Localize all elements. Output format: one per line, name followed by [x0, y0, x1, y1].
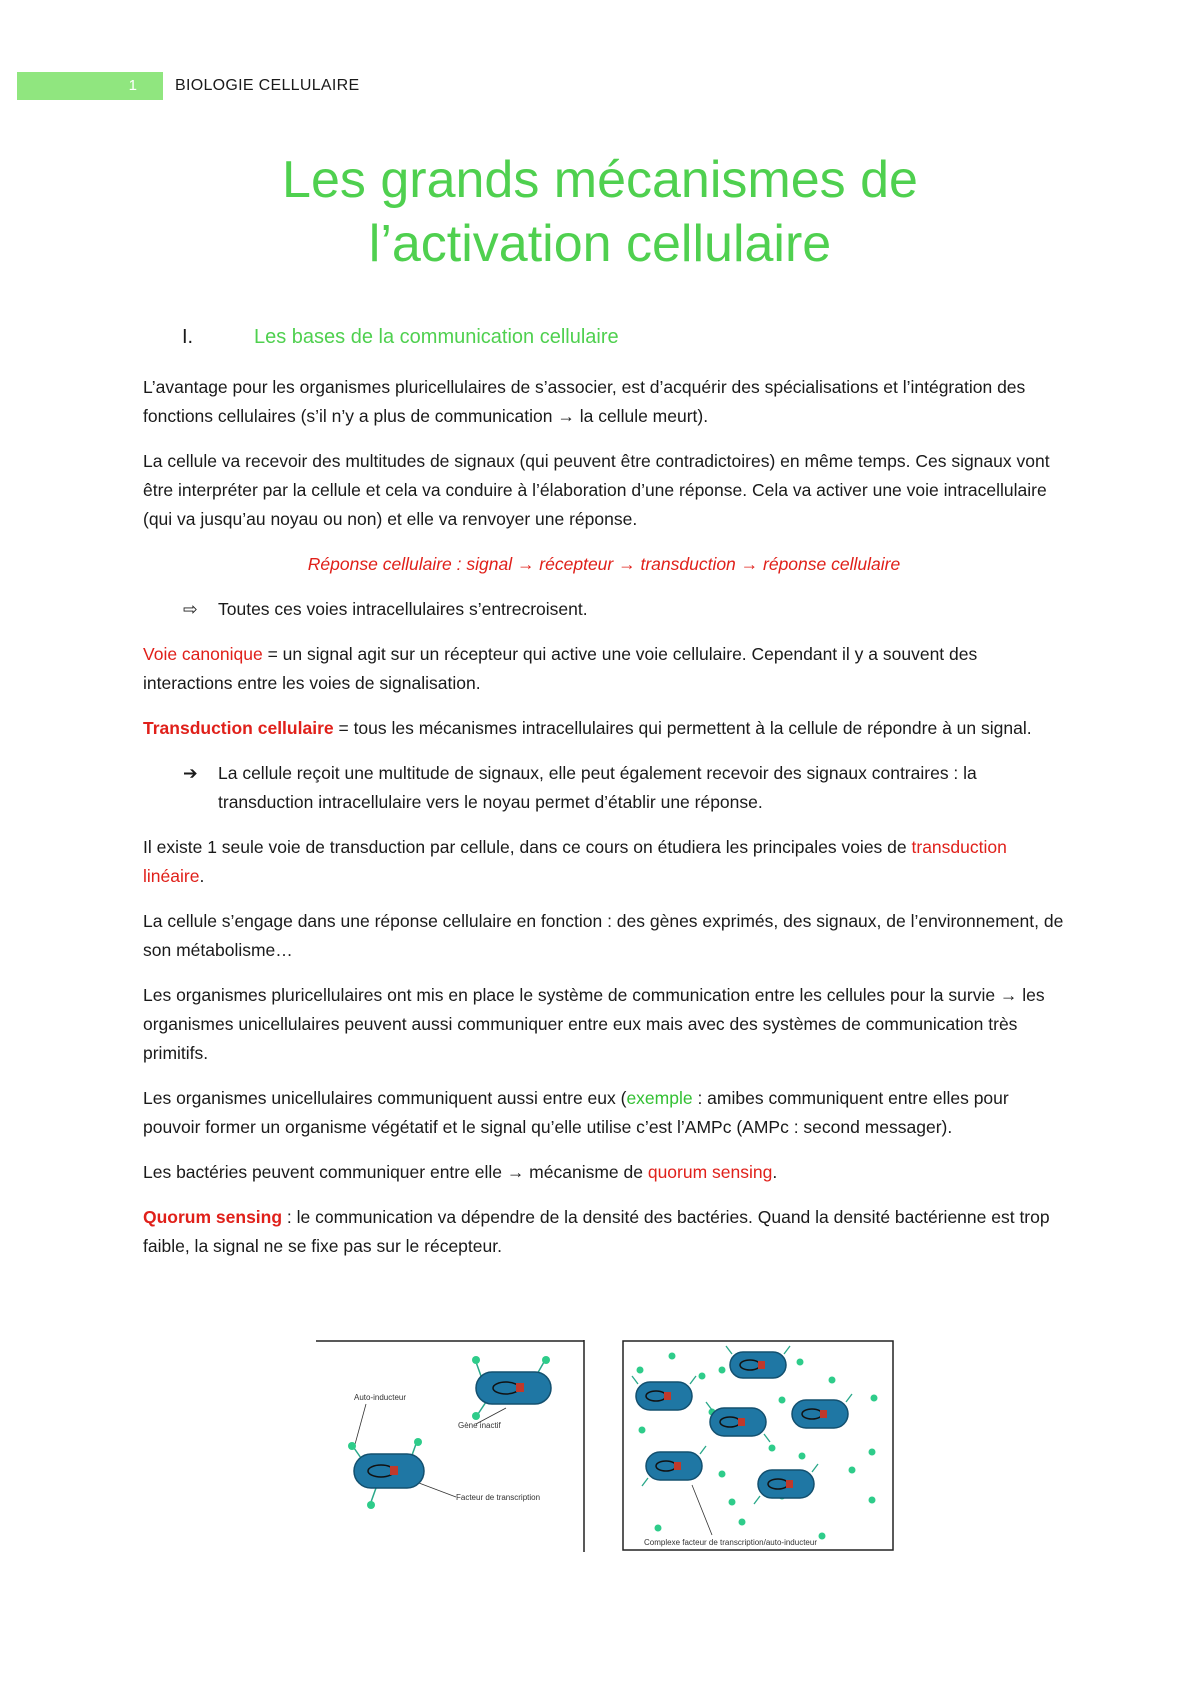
header-title: BIOLOGIE CELLULAIRE [175, 77, 360, 94]
arrow-icon: ➔ [183, 763, 198, 783]
term-quorum-sensing-definition: Quorum sensing [143, 1207, 283, 1227]
paragraph: Les organismes pluricellulaires ont mis en place le système de communication entre les cellules pour la survie → les organismes unicellulaires peuvent aussi communiquer entre eux mais avec des systèmes de communication très primitifs. [143, 985, 1045, 1063]
document-title [0, 148, 1200, 276]
term-voie-canonique: Voie canonique [143, 644, 263, 664]
label-complexe: Complexe facteur de transcription/auto-inducteur [644, 1538, 817, 1547]
bacterium [710, 1408, 766, 1436]
title-line-2: l’activation cellulaire [368, 215, 832, 273]
signal-molecules [637, 1353, 878, 1540]
label-gene-inactif: Gène inactif [458, 1421, 501, 1430]
paragraph: La cellule s’engage dans une réponse cellulaire en fonction : des gènes exprimés, des signaux, de l’environnement, de son métabolisme… [143, 911, 1064, 960]
term-transduction-cellulaire: Transduction cellulaire [143, 718, 334, 738]
bacterium [636, 1382, 692, 1410]
paragraph: Transduction cellulaire = tous les mécanismes intracellulaires qui permettent à la cellule de répondre à un signal. [143, 718, 1032, 738]
paragraph: L’avantage pour les organismes pluricellulaires de s’associer, est d’acquérir des spécialisations et l’intégration des fonctions cellulaires (s’il n’y a plus de communication → la cellule meurt). [143, 377, 1026, 426]
high-density-diagram [622, 1340, 894, 1552]
page-header [17, 72, 359, 100]
section-title: Les bases de la communication cellulaire [254, 326, 619, 348]
bacterium [472, 1356, 551, 1420]
bacterium [348, 1438, 424, 1509]
page-number: 1 [128, 77, 137, 94]
term-exemple: exemple [626, 1088, 693, 1108]
body-text [143, 373, 1065, 1277]
paragraph: La cellule va recevoir des multitudes de signaux (qui peuvent être contradictoires) en même temps. Ces signaux vont être interpréter par la cellule et cela va conduire à l’élaboration d’une réponse. Cela va activer une voie intracellulaire (qui va jusqu’au noyau ou non) et elle va renvoyer une réponse. [143, 451, 1050, 529]
hollow-arrow-icon: ⇨ [183, 599, 198, 619]
paragraph: Les organismes unicellulaires communiquent aussi entre eux (exemple : amibes communiquent entre elles pour pouvoir former un organisme végétatif et le signal qu’elle utilise c’est l’AMPc (AMPc : second messager). [143, 1088, 1009, 1137]
term-transduction-lineaire: transduction linéaire [143, 837, 1007, 886]
bullet-item: ⇨ Toutes ces voies intracellulaires s’entrecroisent. [143, 595, 1065, 624]
paragraph: Les bactéries peuvent communiquer entre elle → mécanisme de quorum sensing. [143, 1162, 778, 1182]
bacterium [646, 1452, 702, 1480]
bacterium [792, 1400, 848, 1428]
term-quorum-sensing: quorum sensing [647, 1162, 773, 1182]
section-number: I. [182, 326, 194, 348]
label-auto-inducteur: Auto-inducteur [354, 1393, 407, 1402]
bullet-item: ➔ La cellule reçoit une multitude de signaux, elle peut également recevoir des signaux contraires : la transduction intracellulaire vers le noyau permet d’établir une réponse. [143, 759, 1065, 817]
paragraph: Voie canonique = un signal agit sur un récepteur qui active une voie cellulaire. Cependant il y a souvent des interactions entre les voies de signalisation. [143, 644, 978, 693]
quorum-sensing-figures [316, 1340, 898, 1552]
paragraph: Quorum sensing : le communication va dépendre de la densité des bactéries. Quand la densité bactérienne est trop faible, la signal ne se fixe pas sur le récepteur. [143, 1207, 1050, 1256]
bacterium [758, 1470, 814, 1498]
paragraph: Il existe 1 seule voie de transduction par cellule, dans ce cours on étudiera les principales voies de transduction linéaire. [143, 837, 1007, 886]
arrow-icon: → [557, 406, 575, 426]
low-density-diagram [316, 1340, 586, 1552]
title-line-1: Les grands mécanismes de [282, 151, 918, 209]
bacterium [730, 1352, 786, 1378]
response-formula: Réponse cellulaire : signal → récepteur → transduction → réponse cellulaire [307, 554, 901, 574]
label-facteur-transcription: Facteur de transcription [456, 1493, 541, 1502]
page-number-box [17, 72, 163, 100]
